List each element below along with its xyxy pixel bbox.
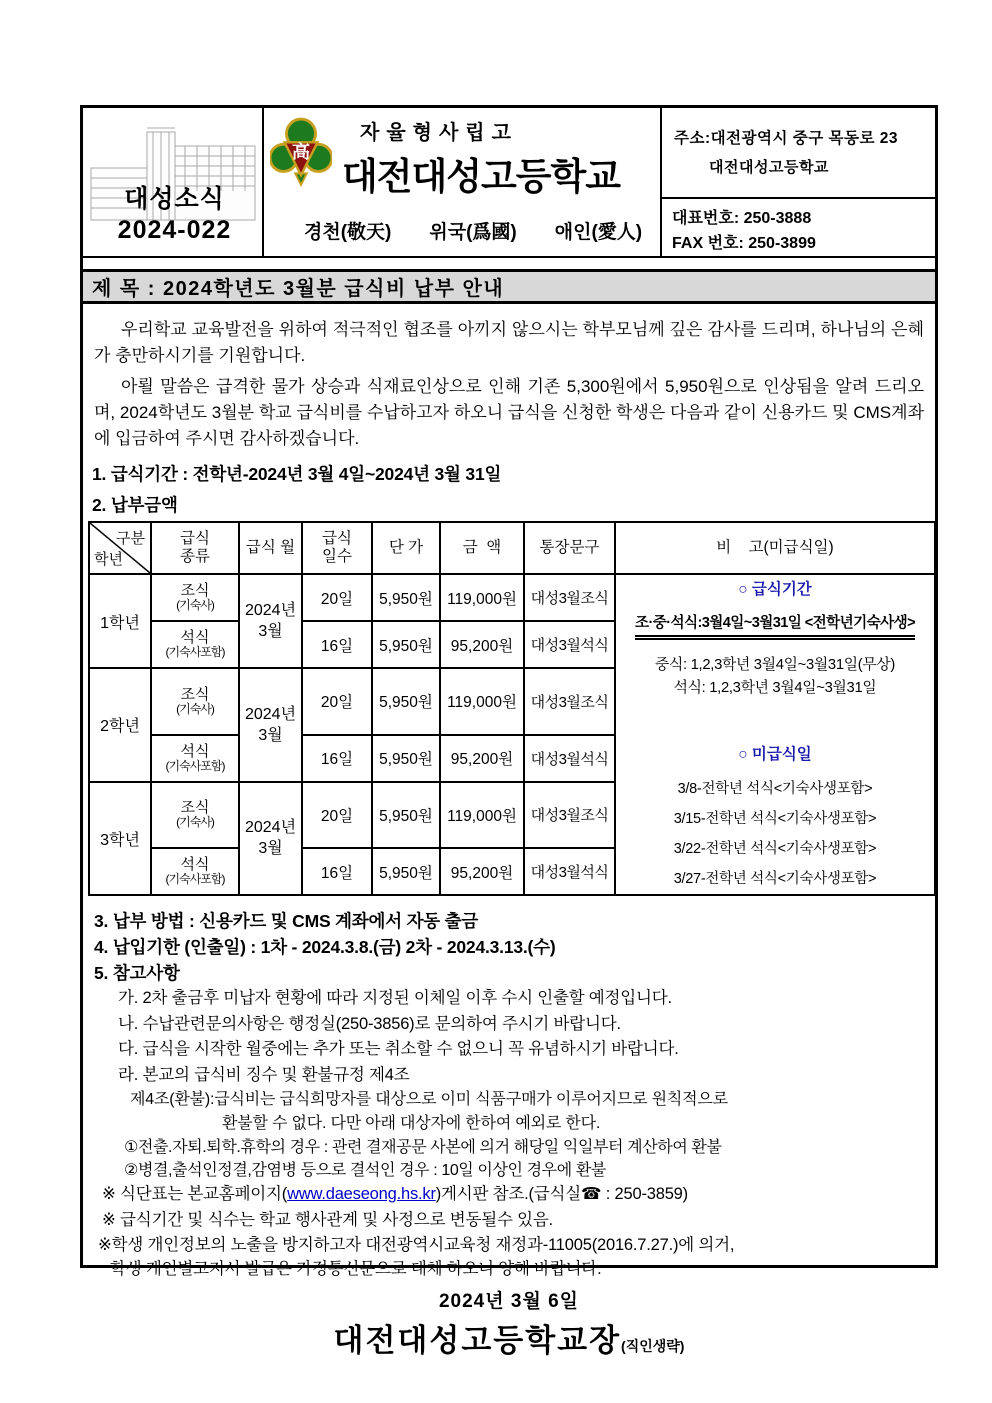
privacy-note-line-2: 학생 개인별고지서 발급은 가정통신문으로 대체 하오니 양해 바랍니다.: [110, 1260, 602, 1278]
school-type-label: 자율형사립고: [360, 122, 518, 144]
grade-cell: 1학년: [89, 574, 151, 668]
month-cell: 2024년 3월: [239, 668, 302, 782]
privacy-note-line-1: ※학생 개인정보의 노출을 방지하고자 대전광역시교육청 재정과-11005(2016.7.27.)에 의거,: [98, 1236, 735, 1254]
website-link[interactable]: www.daeseong.hs.kr: [287, 1185, 436, 1203]
price-cell: 5,950원: [372, 848, 440, 895]
remarks-lunch-period: 중식: 1,2,3학년 3월4일~3월31일(무상): [654, 657, 896, 673]
amount-cell: 119,000원: [440, 782, 524, 849]
remarks-dinner-period: 석식: 1,2,3학년 3월4일~3월31일: [673, 680, 877, 696]
remarks-underlined-period: 조·중·석식:3월4일~3월31일 <전학년기숙사생>: [635, 611, 915, 640]
remarks-no-meal-title: ○ 미급식일: [738, 746, 812, 763]
newsletter-name: 대성소식: [124, 185, 225, 213]
refund-clause-line-1: 제4조(환불):급식비는 급식희망자를 대상으로 이미 식품구매가 이루어지므로 원칙적으로: [130, 1091, 728, 1108]
meal-type-cell: 석식 (기숙사포함): [151, 735, 239, 782]
no-meal-date: 3/15-전학년 석식<기숙사생포함>: [673, 811, 877, 827]
list-item-1: 1. 급식기간 : 전학년-2024년 3월 4일~2024년 3월 31일: [92, 464, 502, 484]
header-cell-meal-type: 급식 종류: [151, 522, 239, 574]
note-item-5: 5. 참고사항: [94, 963, 180, 983]
motto-item: 위국(爲國): [429, 222, 517, 243]
corner-label-bottom: 학년: [94, 551, 123, 568]
document-frame: [80, 105, 938, 1358]
meal-type-cell: 조식 (기숙사): [151, 668, 239, 735]
logo-glyph: 高: [291, 140, 311, 162]
remarks-meal-period-title: ○ 급식기간: [738, 581, 812, 598]
schedule-change-note: ※ 급식기간 및 식수는 학교 행사관계 및 사정으로 변동될수 있음.: [102, 1210, 553, 1229]
school-motto: [304, 217, 660, 244]
amount-cell: 119,000원: [440, 668, 524, 735]
header-left-cell: [83, 108, 264, 256]
contact-numbers: [662, 199, 935, 256]
notes-section: [88, 908, 930, 1281]
note-sub-ga: 가. 2차 출금후 미납자 현황에 따라 지정된 이체일 이후 수시 인출할 예정입니다.: [118, 989, 672, 1007]
refund-case-1: ①전출.자퇴.퇴학.휴학의 경우 : 관련 결재공문 사본에 의거 해당일 익일부터 계산하여 환불: [124, 1139, 722, 1156]
phone-line: 대표번호: 250-3888: [672, 210, 812, 227]
subject-title-bar: [83, 269, 935, 304]
month-cell: 2024년 3월: [239, 782, 302, 896]
memo-cell: 대성3월석식: [524, 735, 615, 782]
no-meal-date: 3/27-전학년 석식<기숙사생포함>: [673, 871, 877, 887]
meal-type-cell: 석식 (기숙사포함): [151, 621, 239, 668]
header-cell-amount: 금 액: [440, 522, 524, 574]
table-row: [89, 574, 935, 621]
header-cell-unit-price: 단 가: [372, 522, 440, 574]
price-cell: 5,950원: [372, 668, 440, 735]
greeting-paragraph: 우리학교 교육발전을 위하여 적극적인 협조를 아끼지 않으시는 학부모님께 깊은 감사를 드리며, 하나님의 은혜가 충만하시기를 기원합니다.: [94, 320, 924, 365]
no-meal-date: 3/22-전학년 석식<기숙사생포함>: [673, 841, 877, 857]
notice-paragraph: 아뢸 말씀은 급격한 물가 상승과 식재료인상으로 인해 기존 5,300원에서 5,950원으로 인상됨을 알려 드리오며, 2024학년도 3월분 학교 급식비를 수납하고자 하오니 급식을 신청한 학생은 다음과 같이 신용카드 및 CMS계좌에 입금하여 주시면 감사하겠습니다.: [94, 377, 924, 448]
price-cell: 5,950원: [372, 782, 440, 849]
seal-omitted-note: (직인생략): [621, 1338, 685, 1354]
amount-cell: 95,200원: [440, 735, 524, 782]
grade-cell: 3학년: [89, 782, 151, 896]
motto-item: 애인(愛人): [554, 222, 643, 243]
note-sub-da: 다. 급식을 시작한 월중에는 추가 또는 취소할 수 없으니 꼭 유념하시기 바랍니다.: [118, 1040, 679, 1058]
month-cell: 2024년 3월: [239, 574, 302, 668]
corner-label-top: 구분: [116, 530, 145, 547]
signature-line: [88, 1315, 930, 1360]
note-sub-na: 나. 수납관련문의사항은 행정실(250-3856)로 문의하여 주시기 바랍니다.: [118, 1014, 621, 1033]
newsletter-badge: [97, 184, 252, 246]
meal-fee-table: [88, 521, 936, 896]
menu-board-note: ※ 식단표는 본교홈페이지(www.daeseong.hs.kr)게시판 참조.(급식실☎ : 250-3859): [102, 1185, 688, 1203]
address-line-1: 주소:대전광역시 중구 목동로 23: [674, 130, 898, 147]
days-cell: 16일: [302, 735, 372, 782]
issue-number: 2024-022: [117, 216, 232, 244]
issue-date: 2024년 3월 6일: [438, 1291, 580, 1312]
school-address: [662, 108, 935, 199]
memo-cell: 대성3월조식: [524, 782, 615, 849]
amount-cell: 95,200원: [440, 621, 524, 668]
principal-signature: 대전대성고등학교장: [333, 1323, 622, 1358]
grade-cell: 2학년: [89, 668, 151, 782]
note-item-4: 4. 납입기한 (인출일) : 1차 - 2024.3.8.(금) 2차 - 2024.3.13.(수): [94, 937, 556, 957]
motto-item: 경천(敬天): [304, 222, 392, 243]
refund-case-2: ②병결,출석인정결,감염병 등으로 결석인 경우 : 10일 이상인 경우에 환불: [124, 1162, 606, 1179]
amount-cell: 119,000원: [440, 574, 524, 621]
header-cell-grade-category: [89, 522, 151, 574]
header-cell-memo: 통장문구: [524, 522, 615, 574]
note-sub-ra: 라. 본교의 급식비 징수 및 환불규정 제4조: [118, 1065, 410, 1084]
address-line-2: 대전대성고등학교: [709, 159, 829, 176]
meal-type-cell: 석식 (기숙사포함): [151, 848, 239, 895]
memo-cell: 대성3월조식: [524, 668, 615, 735]
school-name: 대전대성고등학교: [342, 156, 620, 197]
price-cell: 5,950원: [372, 621, 440, 668]
days-cell: 16일: [302, 848, 372, 895]
days-cell: 20일: [302, 668, 372, 735]
amount-cell: 95,200원: [440, 848, 524, 895]
fax-line: FAX 번호: 250-3899: [672, 235, 816, 252]
memo-cell: 대성3월석식: [524, 621, 615, 668]
header-cell-month: 급식 월: [239, 522, 302, 574]
days-cell: 20일: [302, 782, 372, 849]
header-cell-remarks: 비 고(미급식일): [615, 522, 935, 574]
memo-cell: 대성3월조식: [524, 574, 615, 621]
days-cell: 20일: [302, 574, 372, 621]
list-item-2: 2. 납부금액: [92, 495, 178, 515]
school-logo-icon: [270, 116, 332, 190]
meal-type-cell: 조식 (기숙사): [151, 574, 239, 621]
refund-clause-line-2: 환불할 수 없다. 다만 아래 대상자에 한하여 예외로 한다.: [222, 1115, 601, 1132]
subject-title: 제 목 : 2024학년도 3월분 급식비 납부 안내: [92, 278, 505, 300]
note-item-3: 3. 납부 방법 : 신용카드 및 CMS 계좌에서 자동 출금: [94, 911, 479, 931]
body-content: [83, 304, 935, 1360]
remarks-cell: [615, 574, 935, 895]
header: [83, 108, 935, 258]
header-center-cell: [264, 108, 662, 256]
meal-type-cell: 조식 (기숙사): [151, 782, 239, 849]
header-right-cell: [662, 108, 935, 256]
price-cell: 5,950원: [372, 574, 440, 621]
header-cell-days: 급식 일수: [302, 522, 372, 574]
days-cell: 16일: [302, 621, 372, 668]
price-cell: 5,950원: [372, 735, 440, 782]
no-meal-date: 3/8-전학년 석식<기숙사생포함>: [677, 781, 873, 797]
memo-cell: 대성3월석식: [524, 848, 615, 895]
table-header-row: [89, 522, 935, 574]
